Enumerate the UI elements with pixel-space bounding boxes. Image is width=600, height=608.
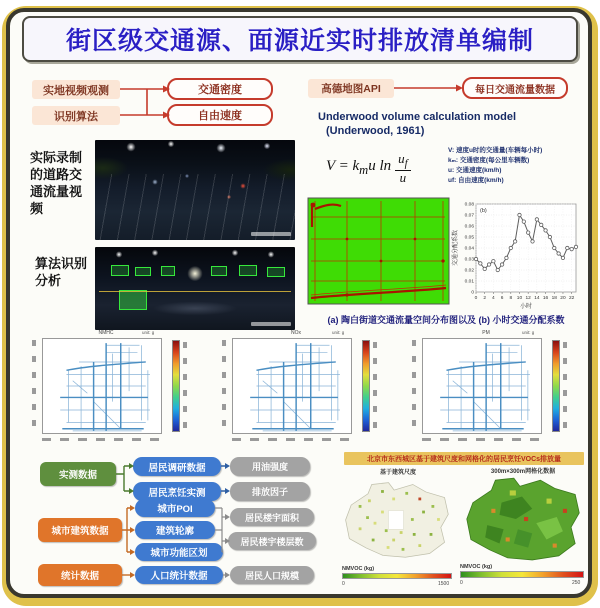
svg-text:0.03: 0.03 [464,257,474,263]
svg-text:2: 2 [483,296,487,301]
left-colorbar-label: NMVOC (kg) [342,566,375,572]
y-axis-ticks [32,340,36,432]
panel-unit: unit: g [142,330,155,335]
x-axis-ticks [232,438,352,441]
mid-box-cooking-measurement: 居民烹饪实测 [133,482,221,501]
out-box-oil-intensity: 用油强度 [230,457,310,476]
underwood-formula: $V = k_mu$ ln $\frac{u_f}{u}$ [326,152,411,185]
svg-text:4: 4 [492,296,495,301]
svg-text:10: 10 [516,296,523,301]
hourly-traffic-coefficient-chart [450,196,590,318]
voc-panel-title: 北京市东西城区基于建筑尺度和网格化的居民烹饪VOCs排放量 [344,452,584,465]
legend-line: u: 交通速度(km/h) [448,167,502,175]
voc-building-scale-map [340,476,452,562]
formula-fraction: $\frac{u_f}{u}$ [395,152,411,185]
input-label: 识别算法 [54,110,98,123]
emission-map-panel [400,330,578,446]
svg-text:0.01: 0.01 [464,279,474,285]
panel-title: PM [482,330,490,336]
svg-text:0.02: 0.02 [464,268,474,274]
counting-line [99,291,291,292]
colorbar [362,340,370,432]
right-colorbar-min: 0 [460,580,463,586]
voc-right-map-label: 300m×300m网格化数据 [490,469,556,475]
source-box-building-data: 城市建筑数据 [38,518,122,542]
right-colorbar-label: NMVOC (kg) [460,564,493,570]
svg-text:6: 6 [500,296,504,301]
input-label: 高德地图API [321,83,381,95]
svg-text:0: 0 [471,290,474,296]
road-emission-map [232,338,352,434]
output-label: 交通密度 [198,84,242,96]
bottom-flow-connectors [0,450,340,600]
out-box-building-floors: 居民楼宇楼层数 [228,532,316,550]
output-label: 每日交通流量数据 [475,84,555,96]
colorbar [552,340,560,432]
detection-box [239,265,257,275]
panel-unit: unit: g [332,330,345,335]
mid-box-population-statistics: 人口统计数据 [135,566,223,584]
y-axis-ticks [222,340,226,432]
detection-box [135,267,151,276]
legend-line: uf: 自由速度(km/h) [448,177,504,185]
voc-grid-map [458,472,586,564]
figure-caption: (a) 陶白街道交通流量空间分布图以及 (b) 小时交通分配系数 [327,315,565,325]
panel-title: NMHC [98,330,114,336]
formula-legend [448,146,588,186]
svg-text:14: 14 [534,296,540,301]
detection-box [111,265,129,275]
svg-text:0.06: 0.06 [464,224,474,230]
svg-text:12: 12 [525,296,531,301]
source-box-measured-data: 实测数据 [40,462,116,486]
underwood-heading-line2: (Underwood, 1961) [326,124,425,137]
left-colorbar-max: 1500 [438,581,450,587]
svg-text:16: 16 [542,296,549,301]
legend-line: V: 速度u时的交通量(车辆每小时) [448,147,543,154]
underwood-heading-line1: Underwood volume calculation model [318,111,517,123]
detection-box [161,266,175,275]
video-timestamp [251,232,291,236]
svg-text:0.07: 0.07 [464,213,474,219]
right-colorbar-max: 250 [572,580,581,586]
svg-text:22: 22 [568,296,575,301]
emission-map-panel [20,330,198,446]
out-box-population-size: 居民人口规模 [230,566,314,584]
svg-text:(b): (b) [480,208,487,214]
left-colorbar-min: 0 [342,581,345,587]
x-axis-ticks [422,438,542,441]
mid-box-city-poi: 城市POI [135,499,215,517]
left-colorbar [342,573,452,579]
y-axis-ticks [412,340,416,432]
detection-box [267,267,285,277]
panel-unit: unit: g [522,330,535,335]
svg-text:20: 20 [560,296,566,301]
mid-box-building-outline: 建筑轮廓 [135,521,215,539]
mid-box-functional-zoning: 城市功能区划 [135,543,223,561]
out-box-building-area: 居民楼宇面积 [230,508,314,526]
colorbar-ticks [183,342,187,430]
source-box-statistics-data: 统计数据 [38,564,122,586]
detection-box-car [119,290,147,310]
svg-text:18: 18 [551,296,557,301]
label-algorithm-analysis: 算法识别分析 [35,256,88,288]
svg-text:小时: 小时 [519,304,533,310]
out-box-emission-factor: 排放因子 [230,482,310,501]
traffic-video-frame-2 [95,247,295,330]
right-colorbar [460,571,584,578]
svg-text:8: 8 [509,296,513,301]
panel-title: NOx [291,330,301,336]
detection-box [211,266,227,275]
svg-text:0.08: 0.08 [464,202,474,208]
colorbar [172,340,180,432]
svg-text:0: 0 [474,296,478,301]
svg-text:交通分配系数: 交通分配系数 [453,229,459,267]
svg-text:0.05: 0.05 [464,235,474,241]
colorbar-ticks [373,342,377,430]
colorbar-ticks [563,342,567,430]
svg-text:0.04: 0.04 [464,246,474,252]
legend-line: kₘ: 交通密度(每公里车辆数) [448,157,530,165]
output-label: 自由速度 [198,110,242,122]
label-recorded-video: 实际录制的道路交通流量视频 [30,150,83,216]
voc-left-map-label: 基于建筑尺度 [379,470,416,476]
traffic-video-frame-1 [95,140,295,240]
road-emission-map [42,338,162,434]
underwood-heading [318,111,588,139]
x-axis-ticks [42,438,162,441]
traffic-flow-spatial-map [307,197,450,305]
slide-title: 街区级交通源、面源近实时排放清单编制 [65,27,534,55]
emission-map-panel [210,330,388,446]
mid-box-resident-survey: 居民调研数据 [133,457,221,476]
video-timestamp [251,322,291,326]
input-label: 实地视频观测 [43,84,109,97]
road-emission-map [422,338,542,434]
